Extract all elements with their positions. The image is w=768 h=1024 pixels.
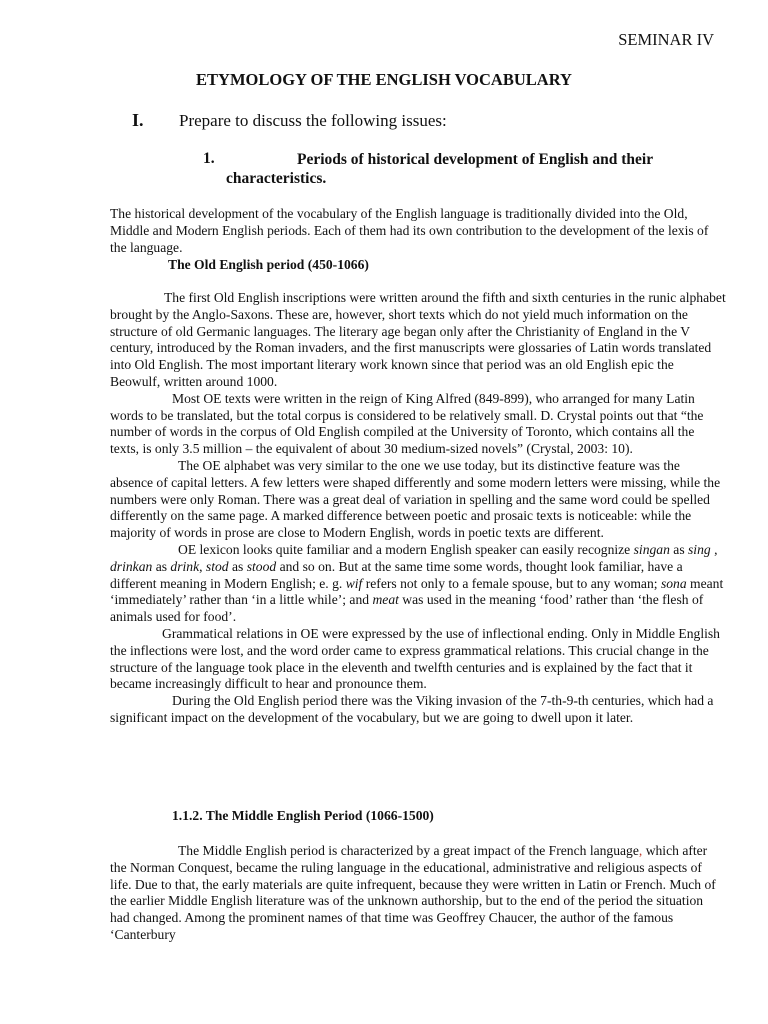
oe-p4-text: and so on. But at the same time some words, thought look familiar, have a different meaning in Modern English; e. g. bbox=[110, 558, 683, 591]
oe-p4-text: , bbox=[199, 558, 206, 574]
old-english-heading: The Old English period (450-1066) bbox=[168, 257, 369, 272]
word-stood: stood bbox=[246, 558, 277, 574]
oe-p4-text: meant ‘immediately’ rather than ‘in a little while’; and bbox=[110, 575, 724, 608]
me-paragraph-1 bbox=[110, 843, 726, 944]
section-number: I. bbox=[132, 110, 144, 130]
me-p1-text: which after the Norman Conquest, became the ruling language in the educational, administrative and religious aspects of life. Due to that, the early materials are quite infrequent, because they were written in Latin or French. Much of the earlier Middle English literature was of the unknown authorship, but to the end of the period the situation had changed. Among the prominent names of that time was Geoffrey Chaucer, the author of the famous ‘Canterbury bbox=[110, 843, 716, 942]
word-drinkan: drinkan bbox=[110, 558, 153, 574]
section-title: Prepare to discuss the following issues: bbox=[179, 111, 447, 130]
me-p1-text: The Middle English period is characterized by a great impact of the French language bbox=[178, 843, 639, 858]
word-drink: drink bbox=[170, 558, 200, 574]
word-meat: meat bbox=[372, 592, 399, 608]
word-sing: sing bbox=[688, 541, 711, 557]
intro-paragraph bbox=[110, 206, 726, 256]
intro-text: The historical development of the vocabulary of the English language is traditionally divided into the Old, Middle and Modern English periods. Each of them had its own contribution to the development of the lexis of the language. bbox=[110, 206, 709, 255]
oe-p4-text: was used in the meaning ‘food’ rather than ‘the flesh of animals used for food’. bbox=[110, 592, 704, 625]
oe-paragraph-2: Most OE texts were written in the reign of King Alfred (849-899), who arranged for many Latin words to be translated, but the total corpus is considered to be relatively small. D. Crystal points out that “the number of words in the corpus of Old English compiled at the University of Toronto, which contains all the texts, is only 3.5 million – the equivalent of about 30 medium-sized novels” (Crystal, 2003: 10). bbox=[110, 390, 704, 457]
middle-english-heading: 1.1.2. The Middle English Period (1066-1500) bbox=[172, 808, 434, 823]
oe-paragraph-3: The OE alphabet was very similar to the one we use today, but its distinctive feature was the absence of capital letters. A few letters were shaped differently and some modern letters were missing, while the numbers were only Roman. There was a great deal of variation in spelling and the same word could be spelled differently on the same page. A marked difference between poetic and prosaic texts is noticeable: while the majority of words in prose are close to Modern English, words in poetic texts are different. bbox=[110, 457, 721, 541]
page-title: ETYMOLOGY OF THE ENGLISH VOCABULARY bbox=[196, 70, 572, 89]
oe-p4-text: as bbox=[152, 558, 171, 574]
old-english-section bbox=[110, 290, 726, 727]
middle-english-heading-block bbox=[172, 808, 572, 825]
middle-english-section bbox=[110, 843, 726, 944]
oe-paragraph-4 bbox=[110, 542, 726, 626]
oe-p4-text: as bbox=[669, 541, 689, 557]
word-sona: sona bbox=[660, 575, 687, 591]
me-p1-comma: , bbox=[638, 843, 643, 858]
oe-p4-text: refers not only to a female spouse, but to any woman; bbox=[362, 575, 661, 591]
oe-paragraph-5: Grammatical relations in OE were expressed by the use of inflectional ending. Only in Middle English the inflections were lost, and the word order came to express grammatical relations. This crucial change in the structure of the language took place in the eleventh and twelfth centuries and is explained by the fact that it became increasingly difficult to hear and pronounce them. bbox=[110, 625, 720, 692]
oe-paragraph-1: The first Old English inscriptions were written around the fifth and sixth centuries in the runic alphabet brought by the Anglo-Saxons. These are, however, short texts which do not yield much information on the structure of old Germanic languages. The literary age began only after the Christianity of England in the V century, introduced by the Roman invaders, and the first manuscripts were glossaries of Latin words translated into Old English. The most important literary work known since that period was an old English epic the Beowulf, written around 1000. bbox=[110, 290, 726, 389]
oe-p4-text: OE lexicon looks quite familiar and a modern English speaker can easily recognize bbox=[178, 541, 634, 557]
oe-paragraph-6: During the Old English period there was the Viking invasion of the 7-th-9-th centuries, which had a significant impact on the development of the vocabulary, but we are going to dwell upon it later. bbox=[110, 693, 714, 725]
word-wif: wif bbox=[345, 575, 363, 591]
item-title: Periods of historical development of English and their characteristics. bbox=[226, 151, 653, 187]
word-singan: singan bbox=[633, 541, 670, 557]
word-stod: stod bbox=[205, 558, 229, 574]
oe-p4-text: , bbox=[710, 541, 718, 557]
item-number: 1. bbox=[203, 150, 215, 167]
old-english-heading-block bbox=[168, 257, 568, 274]
seminar-label: SEMINAR IV bbox=[618, 30, 714, 49]
oe-p4-text: as bbox=[228, 558, 247, 574]
